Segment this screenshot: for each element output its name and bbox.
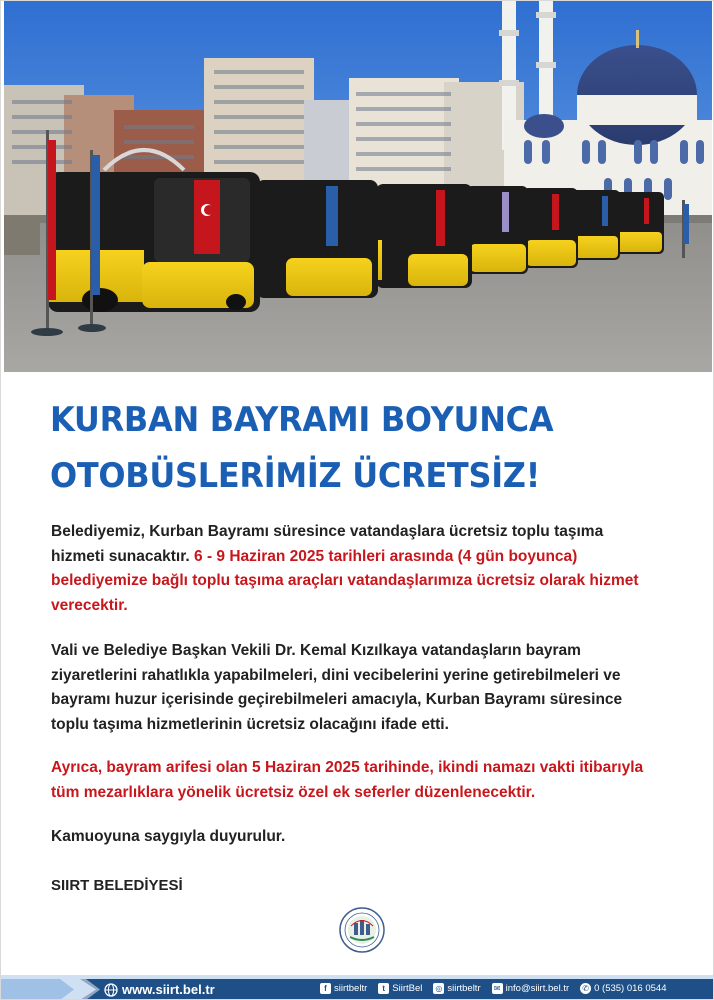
municipality-seal-icon bbox=[339, 907, 385, 953]
footer-arrow-decoration bbox=[0, 979, 110, 1000]
instagram-icon: ◎ bbox=[433, 983, 444, 994]
paragraph-1 bbox=[51, 520, 651, 618]
twitter-icon: t bbox=[378, 983, 389, 994]
paragraph-3: Ayrıca, bayram arifesi olan 5 Haziran 2025 tarihinde, ikindi namazı vakti itibarıyla tüm mezarlıklara yönelik ücretsiz özel ek seferler düzenlenecektir. bbox=[51, 759, 644, 801]
social-phone-label: 0 (535) 016 0544 bbox=[594, 983, 667, 994]
headline bbox=[50, 392, 690, 504]
email-icon: ✉ bbox=[492, 983, 503, 994]
paragraph-1-red: 6 - 9 Haziran 2025 tarihleri arasında (4 gün boyunca) belediyemize bağlı toplu taşıma araçları vatandaşlarımıza ücretsiz olarak hizmet verecektir. bbox=[51, 547, 639, 614]
social-facebook[interactable] bbox=[320, 983, 367, 994]
social-email-label: info@siirt.bel.tr bbox=[505, 983, 570, 994]
hero-photo-buses bbox=[4, 0, 712, 372]
social-instagram-label: siirtbeltr bbox=[447, 983, 481, 994]
social-phone[interactable] bbox=[580, 983, 666, 994]
headline-line-2: OTOBÜSLERİMİZ ÜCRETSİZ! bbox=[50, 456, 540, 496]
paragraph-1-black: Belediyemiz, Kurban Bayramı süresince vatandaşlara ücretsiz toplu taşıma hizmeti sunacaktır. bbox=[51, 523, 604, 565]
footer-social-links bbox=[320, 983, 678, 994]
website-url: www.siirt.bel.tr bbox=[122, 982, 215, 997]
social-email[interactable] bbox=[492, 983, 570, 994]
footer bbox=[0, 979, 714, 1000]
social-twitter[interactable] bbox=[378, 983, 422, 994]
social-facebook-label: siirtbeltr bbox=[334, 983, 368, 994]
paragraph-2: Vali ve Belediye Başkan Vekili Dr. Kemal Kızılkaya vatandaşların bayram ziyaretlerini rahatlıkla yapabilmeleri, dini vecibelerini yerine getirebilmeleri ve bayramı huzur içerisinde geçirebilmeleri amacıyla, Kurban Bayramı süresince toplu taşıma hizmetlerinin ücretsiz olacağını ifade etti. bbox=[51, 642, 623, 733]
footer-website[interactable] bbox=[104, 982, 215, 997]
phone-icon: ✆ bbox=[580, 983, 591, 994]
signature: SIIRT BELEDİYESİ bbox=[51, 877, 183, 894]
facebook-icon: f bbox=[320, 983, 331, 994]
globe-icon bbox=[104, 983, 118, 997]
social-twitter-label: SiirtBel bbox=[392, 983, 423, 994]
paragraph-4: Kamuoyuna saygıyla duyurulur. bbox=[51, 828, 286, 845]
headline-line-1: KURBAN BAYRAMI BOYUNCA bbox=[50, 400, 554, 440]
social-instagram[interactable] bbox=[433, 983, 480, 994]
